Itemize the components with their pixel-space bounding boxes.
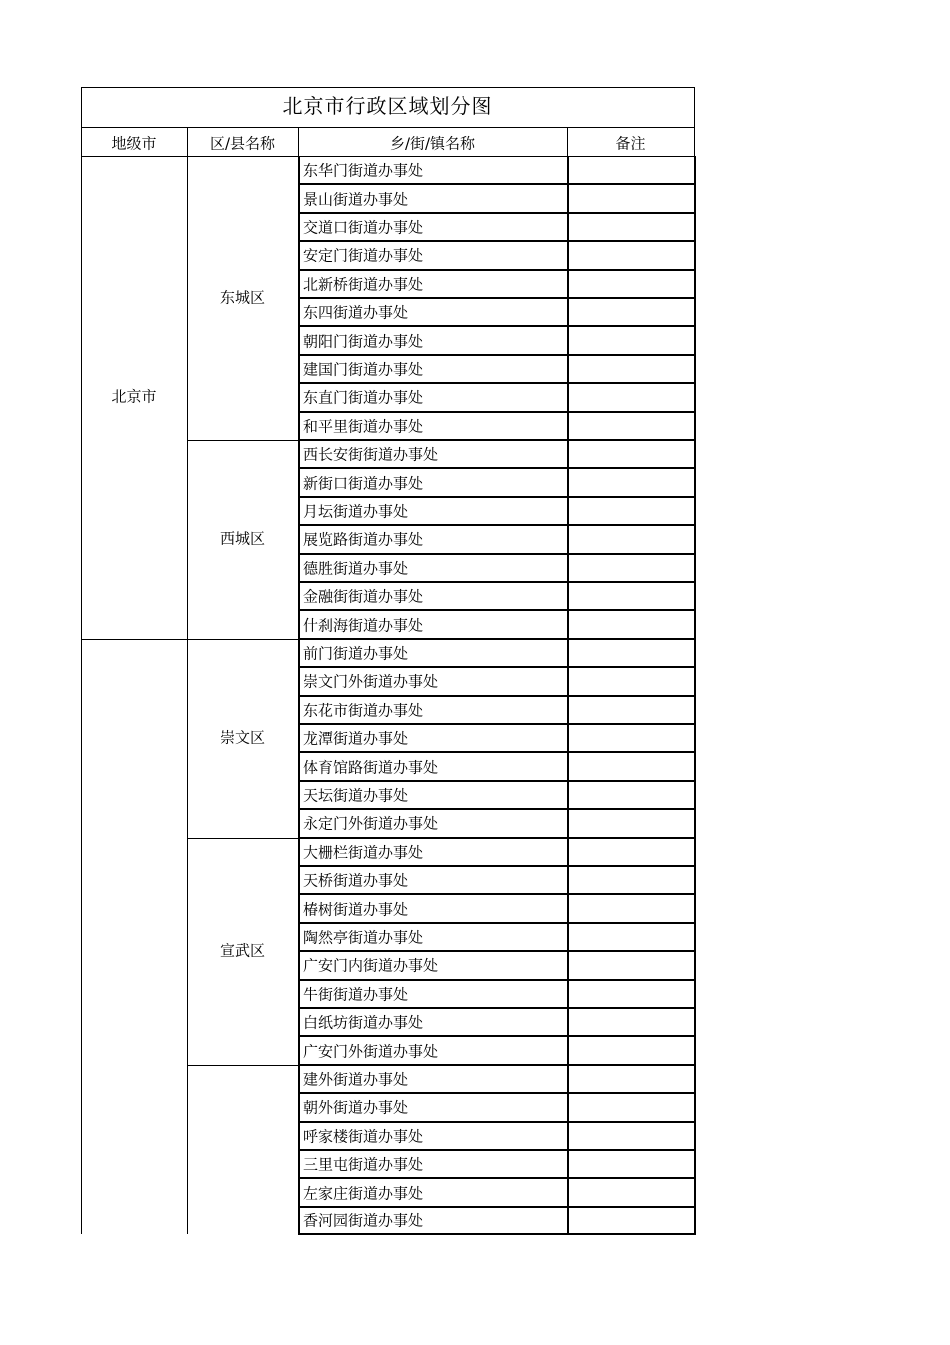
street-row-border-33 (298, 1121, 696, 1123)
street-cell-1: 景山街道办事处 (303, 190, 409, 209)
street-cell-28: 广安门内街道办事处 (303, 956, 439, 975)
street-row-border-29 (298, 1007, 696, 1009)
district-cell-0: 东城区 (219, 288, 266, 307)
street-row-border-7 (298, 382, 696, 384)
street-cell-10: 西长安街街道办事处 (303, 445, 439, 464)
street-row-border-37 (298, 1233, 696, 1235)
street-cell-36: 左家庄街道办事处 (303, 1184, 424, 1203)
street-cell-6: 朝阳门街道办事处 (303, 332, 424, 351)
street-row-border-18 (298, 695, 696, 697)
header-district: 区/县名称 (209, 134, 276, 152)
street-row-border-25 (298, 893, 696, 895)
header-divider-2 (298, 127, 299, 156)
street-cell-30: 白纸坊街道办事处 (303, 1013, 424, 1032)
street-cell-17: 前门街道办事处 (303, 644, 409, 663)
street-row-border-28 (298, 979, 696, 981)
street-cell-9: 和平里街道办事处 (303, 417, 424, 436)
street-cell-18: 崇文门外街道办事处 (303, 672, 439, 691)
street-row-border-13 (298, 553, 696, 555)
street-row-border-6 (298, 354, 696, 356)
header-divider-1 (187, 127, 188, 156)
district-cell-2: 崇文区 (219, 728, 266, 747)
street-cell-21: 体育馆路街道办事处 (303, 758, 439, 777)
street-cell-31: 广安门外街道办事处 (303, 1042, 439, 1061)
street-row-border-32 (298, 1092, 696, 1094)
street-row-border-8 (298, 411, 696, 413)
street-row-border-34 (298, 1149, 696, 1151)
street-cell-11: 新街口街道办事处 (303, 474, 424, 493)
header-divider-0 (81, 127, 82, 156)
street-cell-4: 北新桥街道办事处 (303, 275, 424, 294)
page-title: 北京市行政区域划分图 (282, 94, 493, 118)
street-cell-24: 大栅栏街道办事处 (303, 843, 424, 862)
street-cell-16: 什刹海街道办事处 (303, 616, 424, 635)
street-row-border-24 (298, 865, 696, 867)
street-row-border-20 (298, 751, 696, 753)
street-row-border-10 (298, 467, 696, 469)
street-cell-7: 建国门街道办事处 (303, 360, 424, 379)
city-divider-1 (81, 639, 188, 640)
street-row-border-9 (298, 439, 696, 441)
header-note: 备注 (615, 134, 646, 152)
street-row-border-16 (298, 638, 696, 640)
street-cell-2: 交道口街道办事处 (303, 218, 424, 237)
street-cell-23: 永定门外街道办事处 (303, 814, 439, 833)
street-cell-13: 展览路街道办事处 (303, 530, 424, 549)
street-cell-20: 龙潭街道办事处 (303, 729, 409, 748)
district-divider-1 (187, 440, 299, 441)
street-cell-34: 呼家楼街道办事处 (303, 1127, 424, 1146)
street-row-border-27 (298, 950, 696, 952)
district-divider-4 (187, 1065, 299, 1066)
street-cell-22: 天坛街道办事处 (303, 786, 409, 805)
street-row-border-0 (298, 183, 696, 185)
street-row-border-30 (298, 1035, 696, 1037)
title-right-border (694, 87, 695, 127)
street-cell-12: 月坛街道办事处 (303, 502, 409, 521)
title-left-border (81, 87, 82, 127)
street-cell-14: 德胜街道办事处 (303, 559, 409, 578)
street-cell-19: 东花市街道办事处 (303, 701, 424, 720)
street-row-border-1 (298, 212, 696, 214)
street-row-border-4 (298, 297, 696, 299)
street-row-border-2 (298, 240, 696, 242)
street-row-border-31 (298, 1064, 696, 1066)
street-cell-35: 三里屯街道办事处 (303, 1155, 424, 1174)
street-cell-25: 天桥街道办事处 (303, 871, 409, 890)
street-row-border-14 (298, 581, 696, 583)
street-cell-26: 椿树街道办事处 (303, 900, 409, 919)
district-divider-2 (187, 639, 299, 640)
header-top-border (81, 127, 695, 128)
district-cell-3: 宣武区 (219, 941, 266, 960)
street-cell-3: 安定门街道办事处 (303, 246, 424, 265)
title-top-border (81, 87, 695, 88)
city-cell-0: 北京市 (111, 387, 157, 406)
district-divider-3 (187, 838, 299, 839)
street-cell-0: 东华门街道办事处 (303, 161, 424, 180)
street-cell-33: 朝外街道办事处 (303, 1098, 409, 1117)
street-row-border-17 (298, 666, 696, 668)
street-row-border-36 (298, 1206, 696, 1208)
header-city: 地级市 (111, 134, 157, 152)
street-row-border-26 (298, 922, 696, 924)
district-left-border (187, 156, 188, 1234)
street-cell-32: 建外街道办事处 (303, 1070, 409, 1089)
street-row-border-21 (298, 780, 696, 782)
header-divider-3 (567, 127, 568, 156)
street-cell-8: 东直门街道办事处 (303, 388, 424, 407)
street-row-border-5 (298, 325, 696, 327)
street-row-border-22 (298, 808, 696, 810)
street-row-border-23 (298, 837, 696, 839)
header-divider-4 (694, 127, 695, 156)
header-bottom-border (81, 156, 695, 157)
street-cell-29: 牛街街道办事处 (303, 985, 409, 1004)
street-row-border-15 (298, 609, 696, 611)
street-cell-27: 陶然亭街道办事处 (303, 928, 424, 947)
street-cell-5: 东四街道办事处 (303, 303, 409, 322)
street-row-border-12 (298, 524, 696, 526)
district-cell-1: 西城区 (219, 529, 266, 548)
header-street: 乡/街/镇名称 (389, 134, 476, 152)
street-row-border-35 (298, 1177, 696, 1179)
street-cell-15: 金融街街道办事处 (303, 587, 424, 606)
city-left-border (81, 156, 82, 1234)
street-row-border-3 (298, 269, 696, 271)
street-row-border-11 (298, 496, 696, 498)
street-cell-37: 香河园街道办事处 (303, 1211, 424, 1230)
street-row-border-19 (298, 723, 696, 725)
